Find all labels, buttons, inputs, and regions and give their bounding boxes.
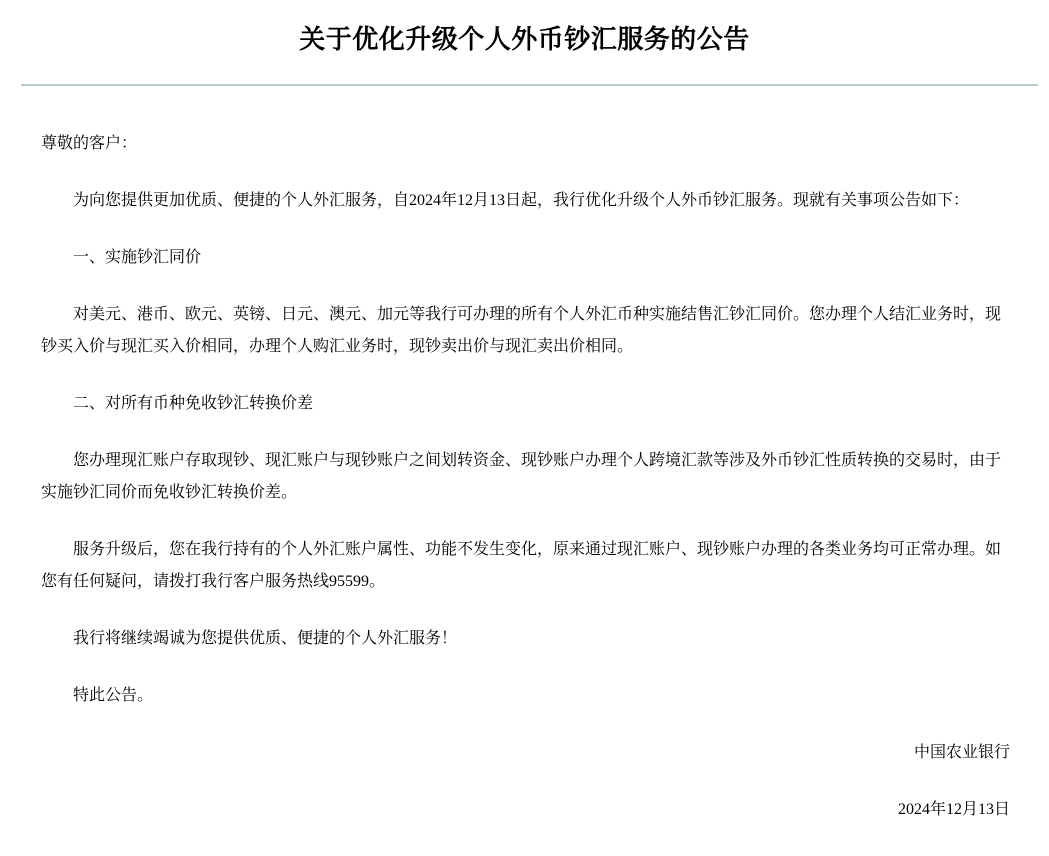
paragraph-service-upgrade: 服务升级后，您在我行持有的个人外汇账户属性、功能不发生变化，原来通过现汇账户、现钞账户办理的各类业务均可正常办理。如您有任何疑问，请拨打我行客户服务热线95599。 (41, 541, 1002, 590)
section-2-heading: 二、对所有币种免收钞汇转换价差 (73, 395, 314, 412)
announcement-body (0, 86, 1049, 826)
signature-date: 2024年12月13日 (897, 801, 1010, 818)
salutation: 尊敬的客户： (41, 135, 138, 152)
page-title: 关于优化升级个人外币钞汇服务的公告 (299, 25, 750, 54)
signature-bank: 中国农业银行 (913, 744, 1010, 761)
paragraph-closing: 我行将继续竭诚为您提供优质、便捷的个人外汇服务！ (73, 630, 458, 647)
section-1-heading: 一、实施钞汇同价 (73, 249, 202, 266)
section-2-body: 您办理现汇账户存取现钞、现汇账户与现钞账户之间划转资金、现钞账户办理个人跨境汇款等涉及外币钞汇性质转换的交易时，由于实施钞汇同价而免收钞汇转换价差。 (41, 452, 1002, 501)
section-1-body: 对美元、港币、欧元、英镑、日元、澳元、加元等我行可办理的所有个人外汇币种实施结售汇钞汇同价。您办理个人结汇业务时，现钞买入价与现汇买入价相同，办理个人购汇业务时，现钞卖出价与现汇卖出价相同。 (41, 306, 1002, 355)
paragraph-hereby-announced: 特此公告。 (73, 687, 154, 704)
paragraph-intro: 为向您提供更加优质、便捷的个人外汇服务，自2024年12月13日起，我行优化升级个人外币钞汇服务。现就有关事项公告如下： (73, 192, 970, 209)
